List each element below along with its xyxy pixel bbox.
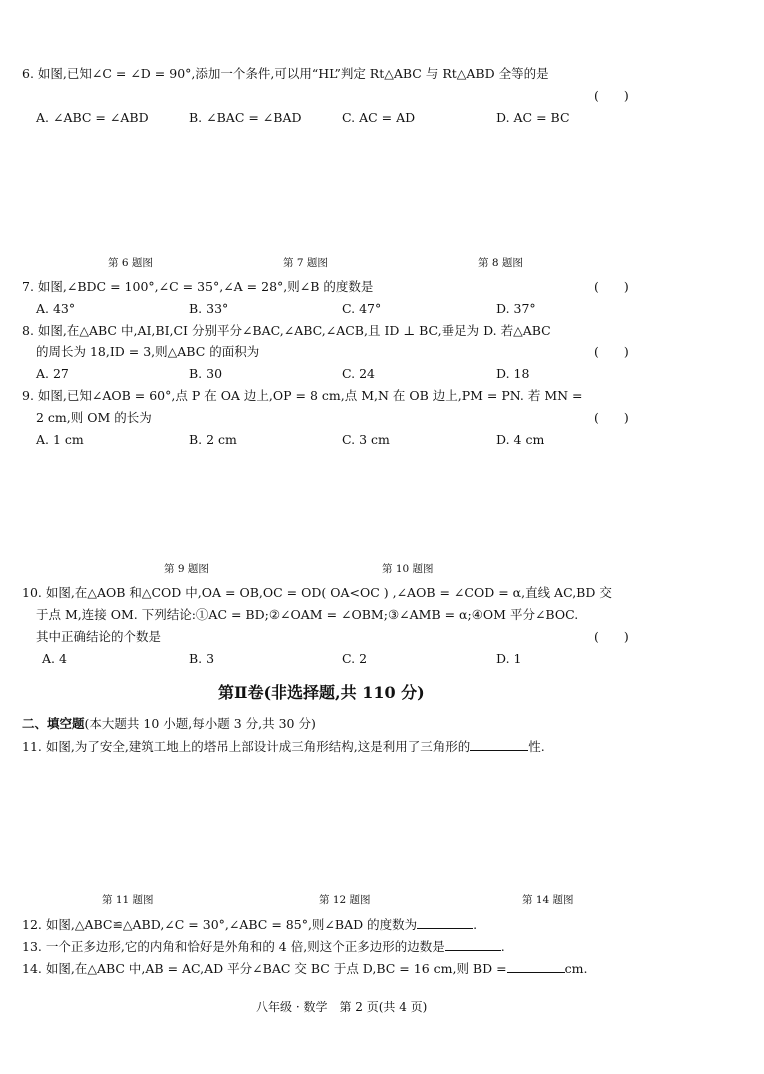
q10-option-a: A. 4 (42, 651, 67, 666)
q10-text-line1: 10. 如图,在△AOB 和△COD 中,OA = OB,OC = OD( OA<OC ) ,∠AOB = ∠COD = α,直线 AC,BD 交 (22, 585, 612, 600)
q11-answer-blank[interactable] (470, 738, 528, 751)
q8-option-b: B. 30 (189, 366, 223, 381)
q10-answer-paren: ( ) (594, 629, 629, 644)
q14-answer-blank[interactable] (507, 960, 565, 973)
q9-option-c: C. 3 cm (342, 432, 390, 447)
figure-caption-8: 第 8 题图 (478, 257, 523, 269)
figure-caption-11: 第 11 题图 (102, 894, 154, 906)
q7-text: 7. 如图,∠BDC = 100°,∠C = 35°,∠A = 28°,则∠B 的度数是 (22, 279, 374, 294)
figure-caption-6: 第 6 题图 (108, 257, 153, 269)
q12-answer-blank[interactable] (417, 916, 473, 929)
section-instructions: (本大题共 10 小题,每小题 3 分,共 30 分) (84, 716, 316, 731)
figure-caption-7: 第 7 题图 (283, 257, 328, 269)
q7-option-c: C. 47° (342, 301, 382, 316)
q9-answer-paren: ( ) (594, 410, 629, 425)
figure-caption-14: 第 14 题图 (522, 894, 574, 906)
figure-caption-9: 第 9 题图 (164, 563, 209, 575)
q12-text-after: . (473, 917, 478, 932)
q8-option-d: D. 18 (496, 366, 530, 381)
q9-option-a: A. 1 cm (36, 432, 84, 447)
q6-option-c: C. AC = AD (342, 110, 416, 125)
q9-option-b: B. 2 cm (189, 432, 237, 447)
part-two-title: 第Ⅱ卷(非选择题,共 110 分) (218, 683, 425, 702)
q13-text-before: 13. 一个正多边形,它的内角和恰好是外角和的 4 倍,则这个正多边形的边数是 (22, 939, 445, 954)
q6-option-b: B. ∠BAC = ∠BAD (189, 110, 302, 125)
q10-option-b: B. 3 (189, 651, 215, 666)
q11-text-after: 性. (528, 739, 545, 754)
q10-text-line2: 于点 M,连接 OM. 下列结论:①AC = BD;②∠OAM = ∠OBM;③∠AMB = α;④OM 平分∠BOC. (36, 607, 579, 622)
q12-text-before: 12. 如图,△ABC≌△ABD,∠C = 30°,∠ABC = 85°,则∠BAD 的度数为 (22, 917, 418, 932)
q7-answer-paren: ( ) (594, 279, 629, 294)
q8-option-c: C. 24 (342, 366, 375, 381)
q9-option-d: D. 4 cm (496, 432, 545, 447)
q8-text-line2: 的周长为 18,ID = 3,则△ABC 的面积为 (36, 344, 260, 359)
q7-option-d: D. 37° (496, 301, 536, 316)
q9-text-line1: 9. 如图,已知∠AOB = 60°,点 P 在 OA 边上,OP = 8 cm,点 M,N 在 OB 边上,PM = PN. 若 MN = (22, 388, 583, 403)
section-label: 二、填空题 (22, 716, 85, 731)
q14-text (22, 960, 587, 977)
q8-text-line1: 8. 如图,在△ABC 中,AI,BI,CI 分别平分∠BAC,∠ABC,∠ACB,且 ID ⊥ BC,垂足为 D. 若△ABC (22, 323, 551, 338)
q7-option-b: B. 33° (189, 301, 229, 316)
q8-answer-paren: ( ) (594, 344, 629, 359)
q8-option-a: A. 27 (36, 366, 69, 381)
q10-text-line3: 其中正确结论的个数是 (36, 629, 162, 644)
q6-text: 6. 如图,已知∠C = ∠D = 90°,添加一个条件,可以用“HL”判定 Rt△ABC 与 Rt△ABD 全等的是 (22, 66, 549, 81)
q11-text (22, 738, 545, 755)
section-heading (22, 716, 316, 732)
q14-text-before: 14. 如图,在△ABC 中,AB = AC,AD 平分∠BAC 交 BC 于点 D,BC = 16 cm,则 BD = (22, 961, 507, 976)
q11-text-before: 11. 如图,为了安全,建筑工地上的塔吊上部设计成三角形结构,这是利用了三角形的 (22, 739, 471, 754)
q10-option-c: C. 2 (342, 651, 368, 666)
q6-option-a: A. ∠ABC = ∠ABD (36, 110, 149, 125)
q13-text-after: . (500, 939, 505, 954)
q13-answer-blank[interactable] (445, 938, 501, 951)
q10-option-d: D. 1 (496, 651, 522, 666)
figure-caption-12: 第 12 题图 (319, 894, 371, 906)
q12-text (22, 916, 477, 933)
figure-caption-10: 第 10 题图 (382, 563, 434, 575)
q9-text-line2: 2 cm,则 OM 的长为 (36, 410, 152, 425)
q6-answer-paren: ( ) (594, 88, 629, 103)
q14-text-after: cm. (564, 961, 588, 976)
q7-option-a: A. 43° (36, 301, 76, 316)
q6-option-d: D. AC = BC (496, 110, 570, 125)
q13-text (22, 938, 505, 955)
page-footer: 八年级 · 数学 第 2 页(共 4 页) (256, 1000, 428, 1014)
